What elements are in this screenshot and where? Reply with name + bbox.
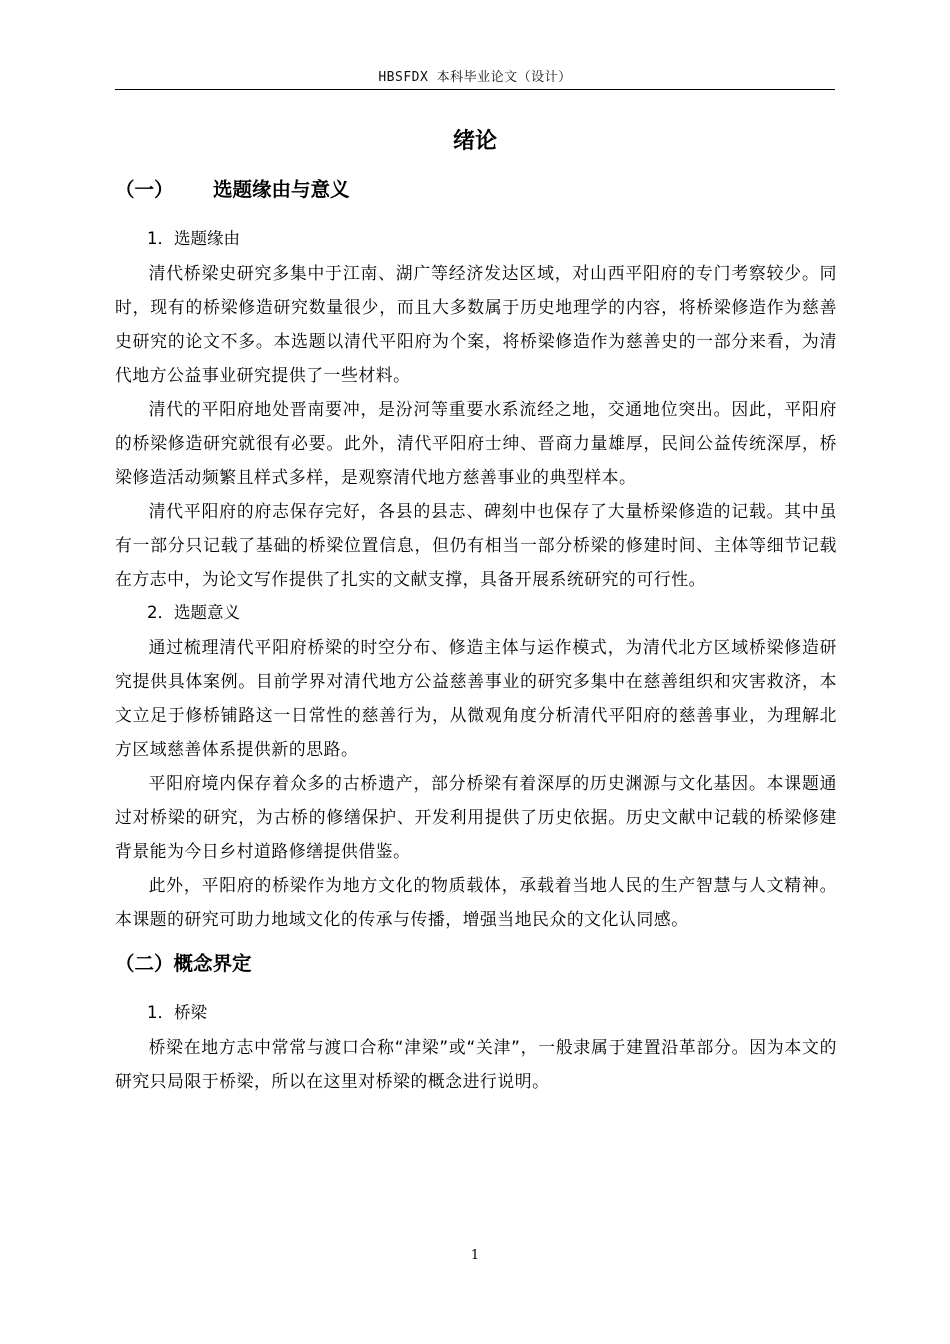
section-number: （一） xyxy=(115,178,174,201)
paragraph: 桥梁在地方志中常常与渡口合称“津梁”或“关津”，一般隶属于建置沿革部分。因为本文的研究只局限于桥梁，所以在这里对桥梁的概念进行说明。 xyxy=(115,1037,837,1091)
paragraph: 此外，平阳府的桥梁作为地方文化的物质载体，承载着当地人民的生产智慧与人文精神。本课题的研究可助力地域文化的传承与传播，增强当地民众的文化认同感。 xyxy=(115,875,837,929)
paragraph: 平阳府境内保存着众多的古桥遗产，部分桥梁有着深厚的历史渊源与文化基因。本课题通过对桥梁的研究，为古桥的修缮保护、开发利用提供了历史依据。历史文献中记载的桥梁修建背景能为今日乡村道路修缮提供借鉴。 xyxy=(115,773,837,861)
page-number: 1 xyxy=(470,1248,480,1263)
paragraph: 清代平阳府的府志保存完好，各县的县志、碑刻中也保存了大量桥梁修造的记载。其中虽有一部分只记载了基础的桥梁位置信息，但仍有相当一部分桥梁的修建时间、主体等细节记载在方志中，为论文写作提供了扎实的文献支撑，具备开展系统研究的可行性。 xyxy=(115,501,837,589)
chapter-title: 绪论 xyxy=(452,129,497,154)
section-heading-1 xyxy=(115,170,837,210)
running-header: HBSFDX 本科毕业论文（设计） xyxy=(378,70,572,85)
subsection-heading: 1．选题缘由 xyxy=(147,229,240,248)
section-heading-text: 选题缘由与意义 xyxy=(213,178,350,201)
paragraph: 通过梳理清代平阳府桥梁的时空分布、修造主体与运作模式，为清代北方区域桥梁修造研究提供具体案例。目前学界对清代地方公益慈善事业的研究多集中在慈善组织和灾害救济，本文立足于修桥铺路这一日常性的慈善行为，从微观角度分析清代平阳府的慈善事业，为理解北方区域慈善体系提供新的思路。 xyxy=(115,637,837,759)
subsection-heading: 1．桥梁 xyxy=(147,1003,207,1022)
section-heading-2: （二）概念界定 xyxy=(115,952,252,975)
subsection-heading: 2．选题意义 xyxy=(147,603,240,622)
body-text xyxy=(115,170,837,1098)
paragraph: 清代桥梁史研究多集中于江南、湖广等经济发达区域，对山西平阳府的专门考察较少。同时，现有的桥梁修造研究数量很少，而且大多数属于历史地理学的内容，将桥梁修造作为慈善史研究的论文不多。本选题以清代平阳府为个案，将桥梁修造作为慈善史的一部分来看，为清代地方公益事业研究提供了一些材料。 xyxy=(115,263,837,385)
paragraph: 清代的平阳府地处晋南要冲，是汾河等重要水系流经之地，交通地位突出。因此，平阳府的桥梁修造研究就很有必要。此外，清代平阳府士绅、晋商力量雄厚，民间公益传统深厚，桥梁修造活动频繁且样式多样，是观察清代地方慈善事业的典型样本。 xyxy=(115,399,837,487)
header-divider xyxy=(115,89,835,90)
